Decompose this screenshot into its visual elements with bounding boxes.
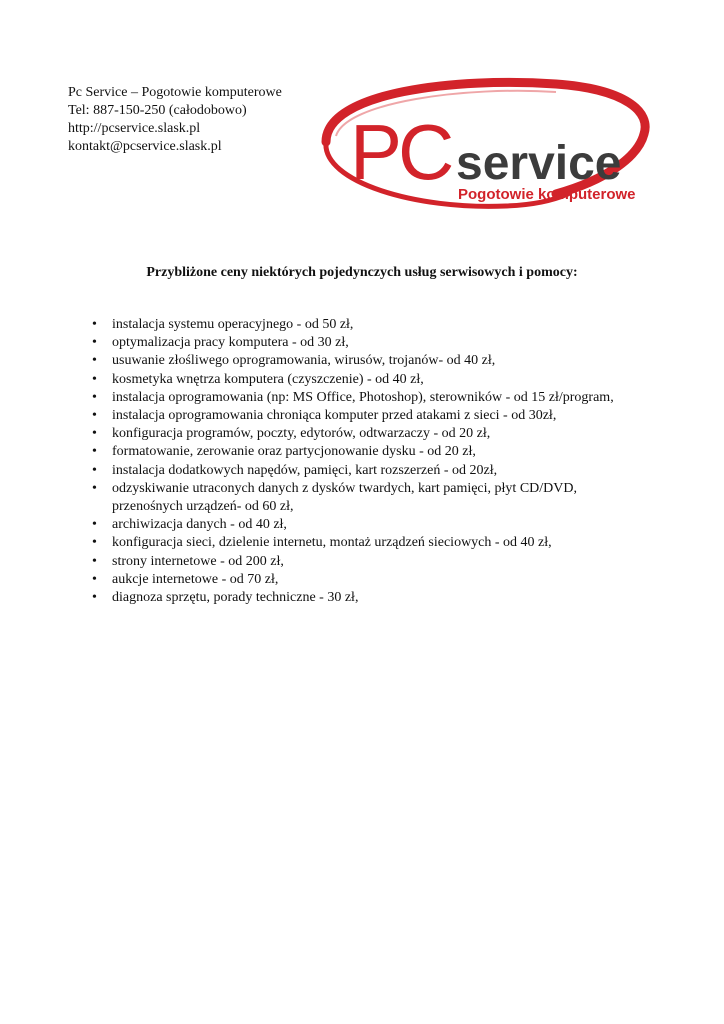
- service-text: formatowanie, zerowanie oraz partycjonowanie dysku - od 20 zł,: [112, 444, 476, 460]
- service-text: instalacja dodatkowych napędów, pamięci, kart rozszerzeń - od 20zł,: [112, 462, 498, 478]
- service-text: konfiguracja programów, poczty, edytorów, odtwarzaczy - od 20 zł,: [112, 426, 491, 442]
- service-item: [92, 334, 614, 352]
- service-text: instalacja oprogramowania (np: MS Office, Photoshop), sterowników - od 15 zł/program,: [112, 389, 614, 405]
- bullet-icon: •: [92, 426, 97, 442]
- service-text: archiwizacja danych - od 40 zł,: [112, 517, 287, 533]
- service-text: instalacja systemu operacyjnego - od 50 zł,: [112, 317, 354, 332]
- service-item: [92, 534, 614, 552]
- logo-graphic: [306, 72, 652, 212]
- service-text-continued: przenośnych urządzeń- od 60 zł,: [112, 499, 294, 515]
- bullet-icon: •: [92, 317, 97, 332]
- service-item: [92, 425, 614, 443]
- service-item: [92, 316, 614, 334]
- service-item: [92, 516, 614, 534]
- service-text: konfiguracja sieci, dzielenie internetu, montaż urządzeń sieciowych - od 40 zł,: [112, 535, 552, 551]
- service-price-list: [92, 316, 614, 607]
- logo-service-text: service: [456, 137, 622, 190]
- bullet-icon: •: [92, 371, 97, 387]
- service-text: usuwanie złośliwego oprogramowania, wirusów, trojanów- od 40 zł,: [112, 353, 496, 369]
- website-link[interactable]: http://pcservice.slask.pl: [68, 121, 201, 136]
- service-item: [92, 462, 614, 480]
- bullet-icon: •: [92, 590, 97, 606]
- service-item: [92, 407, 614, 425]
- service-text: kosmetyka wnętrza komputera (czyszczenie) - od 40 zł,: [112, 371, 424, 387]
- service-text: aukcje internetowe - od 70 zł,: [112, 571, 279, 587]
- bullet-icon: •: [92, 462, 97, 478]
- bullet-icon: •: [92, 408, 97, 424]
- service-text: instalacja oprogramowania chroniąca komputer przed atakami z sieci - od 30zł,: [112, 408, 557, 424]
- service-item: [92, 589, 614, 607]
- bullet-icon: •: [92, 480, 97, 496]
- contact-block: [68, 84, 282, 156]
- logo-pc-text: PC: [350, 108, 451, 196]
- service-text: optymalizacja pracy komputera - od 30 zł,: [112, 335, 349, 351]
- bullet-icon: •: [92, 535, 97, 551]
- service-text: odzyskiwanie utraconych danych z dysków twardych, kart pamięci, płyt CD/DVD,: [112, 480, 577, 496]
- service-text: strony internetowe - od 200 zł,: [112, 553, 284, 569]
- bullet-icon: •: [92, 353, 97, 369]
- bullet-icon: •: [92, 335, 97, 351]
- phone-number: Tel: 887-150-250 (całodobowo): [68, 103, 247, 118]
- bullet-icon: •: [92, 571, 97, 587]
- email-link[interactable]: kontakt@pcservice.slask.pl: [68, 139, 222, 154]
- bullet-icon: •: [92, 553, 97, 569]
- service-text: diagnoza sprzętu, porady techniczne - 30 zł,: [112, 590, 359, 606]
- service-item: [92, 480, 614, 516]
- bullet-icon: •: [92, 517, 97, 533]
- service-item: [92, 371, 614, 389]
- price-list-heading: Przybliżone ceny niektórych pojedynczych usług serwisowych i pomocy:: [146, 265, 578, 280]
- logo-tagline: Pogotowie komputerowe: [458, 186, 636, 203]
- pcservice-logo: [306, 72, 652, 212]
- bullet-icon: •: [92, 444, 97, 460]
- service-item: [92, 443, 614, 461]
- bullet-icon: •: [92, 389, 97, 405]
- company-name: Pc Service – Pogotowie komputerowe: [68, 85, 282, 100]
- service-item: [92, 352, 614, 370]
- service-item: [92, 571, 614, 589]
- service-item: [92, 389, 614, 407]
- service-item: [92, 553, 614, 571]
